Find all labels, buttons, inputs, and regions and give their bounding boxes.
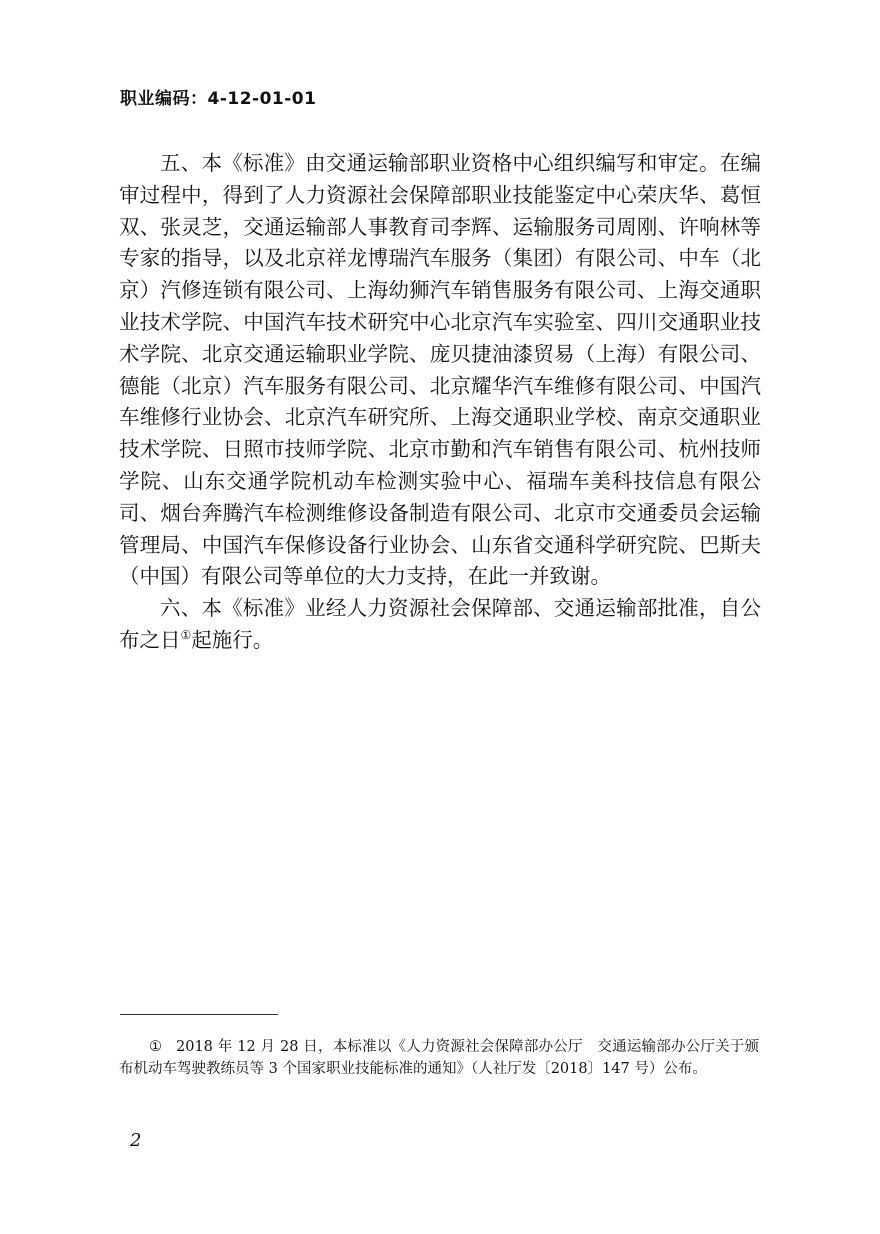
- paragraph-5: 五、本《标准》由交通运输部职业资格中心组织编写和审定。在编审过程中，得到了人力资源社会保障部职业技能鉴定中心荣庆华、葛恒双、张灵芝，交通运输部人事教育司李辉、运输服务司周刚、许响林等专家的指导，以及北京祥龙博瑞汽车服务（集团）有限公司、中车（北京）汽修连锁有限公司、上海幼狮汽车销售服务有限公司、上海交通职业技术学院、中国汽车技术研究中心北京汽车实验室、四川交通职业技术学院、北京交通运输职业学院、庞贝捷油漆贸易（上海）有限公司、德能（北京）汽车服务有限公司、北京耀华汽车维修有限公司、中国汽车维修行业协会、北京汽车研究所、上海交通职业学校、南京交通职业技术学院、日照市技师学院、北京市勤和汽车销售有限公司、杭州技师学院、山东交通学院机动车检测实验中心、福瑞车美科技信息有限公司、烟台奔腾汽车检测维修设备制造有限公司、北京市交通委员会运输管理局、中国汽车保修设备行业协会、山东省交通科学研究院、巴斯夫（中国）有限公司等单位的大力支持，在此一并致谢。: [119, 151, 761, 589]
- footnote-text: 2018 年 12 月 28 日，本标准以《人力资源社会保障部办公厅 交通运输部办公厅关于颁布机动车驾驶教练员等 3 个国家职业技能标准的通知》（人社厅发〔2018〕147 号）公布。: [119, 1039, 759, 1077]
- footnote-divider: [120, 1014, 278, 1015]
- page-number: 2: [130, 1130, 142, 1151]
- paragraph-6-ending: 起施行。: [191, 627, 274, 652]
- footnote: [119, 1036, 759, 1080]
- paragraph-6-text: 六、本《标准》业经人力资源社会保障部、交通运输部批准，自公布之日: [119, 596, 761, 652]
- paragraph-6: [119, 593, 761, 657]
- footnote-marker: ①: [149, 1039, 162, 1055]
- body-text: [119, 148, 761, 657]
- occupation-code: 职业编码：4-12-01-01: [120, 89, 317, 109]
- footnote-reference: ①: [180, 628, 192, 643]
